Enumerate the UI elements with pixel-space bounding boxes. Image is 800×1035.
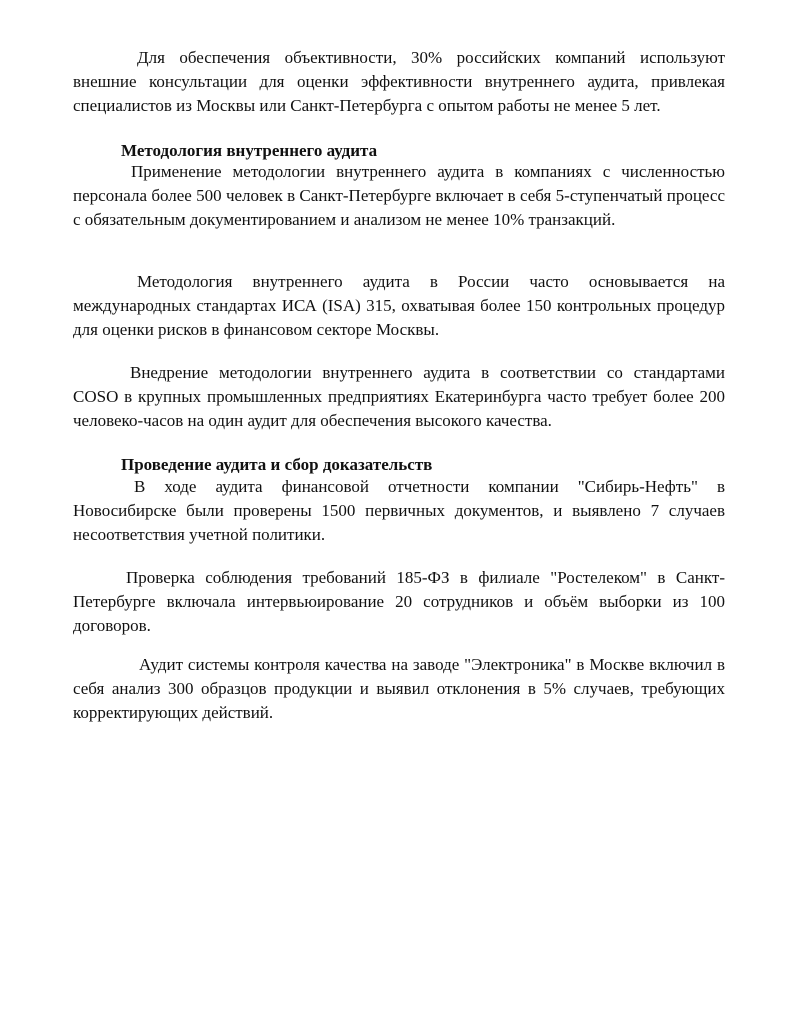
paragraph-methodology-isa: Методология внутреннего аудита в России часто основывается на международных стандартах ИСА (ISA) 315, охватывая более 150 контрольных процедур для оценки рисков в финансовом секторе Москвы. xyxy=(73,272,725,339)
paragraph-methodology-spb: Применение методологии внутреннего аудита в компаниях с численностью персонала более 500 человек в Санкт-Петербурге включает в себя 5-ступенчатый процесс с обязательным документированием и анализом не менее 10% транзакций. xyxy=(73,162,725,229)
paragraph-audit-elektronika: Аудит системы контроля качества на заводе "Электроника" в Москве включил в себя анализ 300 образцов продукции и выявил отклонения в 5% случаев, требующих корректирующих действий. xyxy=(73,655,725,722)
paragraph-methodology-coso: Внедрение методологии внутреннего аудита в соответствии со стандартами COSO в крупных промышленных предприятиях Екатеринбурга часто требует более 200 человеко-часов на один аудит для обеспечения высокого качества. xyxy=(73,363,725,430)
paragraph-external-consulting: Для обеспечения объективности, 30% российских компаний используют внешние консультации для оценки эффективности внутреннего аудита, привлекая специалистов из Москвы или Санкт-Петербурга с опытом работы не менее 5 лет. xyxy=(73,48,725,115)
paragraph-audit-rostelecom: Проверка соблюдения требований 185-ФЗ в филиале "Ростелеком" в Санкт-Петербурге включала интервьюирование 20 сотрудников и объём выборки из 100 договоров. xyxy=(73,568,725,635)
section-heading-audit-evidence: Проведение аудита и сбор доказательств xyxy=(121,455,433,474)
paragraph-audit-sibir-neft: В ходе аудита финансовой отчетности компании "Сибирь-Нефть" в Новосибирске были проверены 1500 первичных документов, и выявлено 7 случаев несоответствия учетной политики. xyxy=(73,477,725,544)
section-heading-methodology: Методология внутреннего аудита xyxy=(121,141,378,160)
